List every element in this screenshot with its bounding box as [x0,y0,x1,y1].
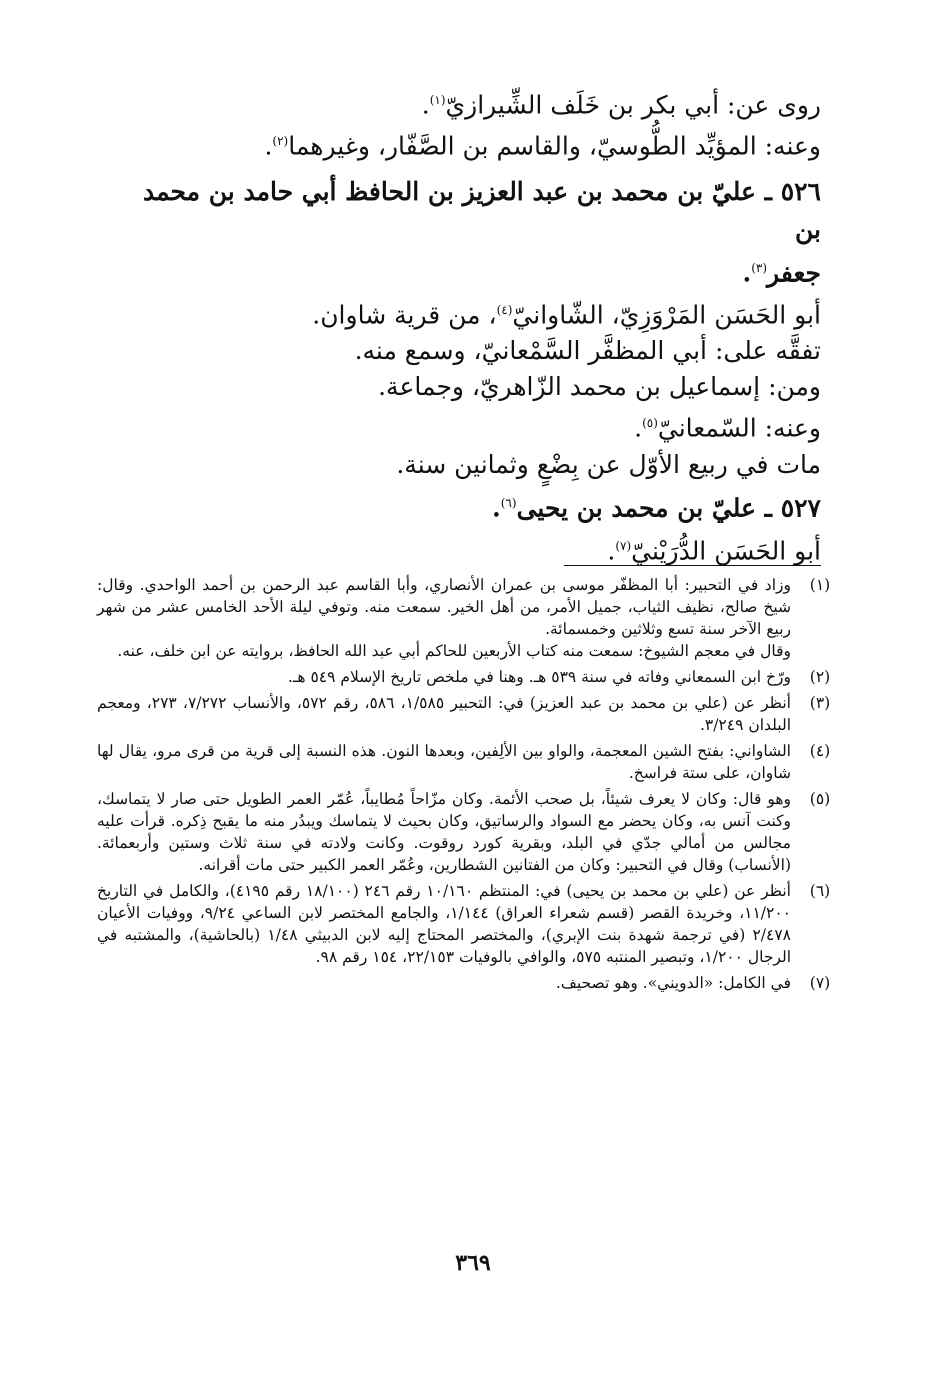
footnote-number: (١) [809,576,831,594]
footnote-body [97,666,791,688]
line-tail: ، من قرية شاوان. [312,300,497,330]
entry-heading-line [109,249,821,292]
footnote-paragraph: ورّخ ابن السمعاني وفاته في سنة ٥٣٩ هـ. وهنا في ملخص تاريخ الإسلام ٥٤٩ هـ. [287,668,791,686]
line-text: أبو الحَسَن المَرْوَزِيّ، الشّاوانيّ [512,300,821,330]
line-text: أبو الحَسَن الدُّرَيْنيّ [631,536,821,566]
text-line [109,333,821,369]
text-line [109,528,821,569]
footnote-number: (٢) [809,668,831,686]
entry-heading-527 [109,483,821,528]
entry-heading-line: ٥٢٦ ـ عليّ بن محمد بن عبد العزيز بن الحافظ أبي حامد بن محمد بن [142,176,821,244]
main-text [109,82,821,569]
footnote [97,880,849,968]
footnote [97,788,849,876]
text-line [109,292,821,333]
line-tail: . [607,536,616,566]
entry-heading-text: ٥٢٧ ـ عليّ بن محمد بن يحيى [516,492,821,522]
line-tail: . [634,413,643,443]
text-line [109,369,821,405]
footnotes [97,574,849,998]
footnote-number: (٤) [809,742,831,760]
line-text: روى عن: أبي بكر بن خَلَف الشِّيرازيّ [445,90,821,120]
footnote-ref: (٥) [642,416,658,431]
footnote-ref: (٧) [615,538,632,553]
footnote-ref: (١) [429,93,446,107]
footnote-number: (٦) [809,882,831,900]
line-text: ومن: إسماعيل بن محمد الزّاهريّ، وجماعة. [378,372,821,402]
line-text: وعنه: السّمعانيّ [657,413,821,443]
page-number: ٣٦٩ [455,1250,491,1276]
footnote-separator [564,565,821,566]
footnote-ref: (٦) [500,495,517,510]
footnote-paragraph: أنظر عن (علي بن محمد بن عبد العزيز) في: التحبير ١/٥٨٥، ٥٨٦، رقم ٥٧٢، والأنساب ٧/٢٧٢، ٢٧٣، ومعجم البلدان ٣/٢٤٩. [97,694,791,734]
line-text: مات في ربيع الأوّل عن بِضْعٍ وثمانين سنة. [396,449,821,479]
footnote [97,574,849,662]
line-text: وعنه: المؤيِّد الطُّوسيّ، والقاسم بن الصَّفّار، وغيرهما [288,131,821,161]
footnote-ref: (٣) [751,260,768,275]
footnote [97,692,849,736]
text-line [109,447,821,483]
footnote-number: (٣) [809,694,831,712]
footnote-body [97,692,791,736]
line-tail: . [742,257,752,287]
footnote-ref: (٢) [272,134,289,149]
footnote-body [97,972,791,994]
text-line [109,82,821,123]
footnote-paragraph: في الكامل: «الدويني». وهو تصحيف. [555,974,791,992]
line-text: تفقَّه على: أبي المظفَّر السَّمْعانيّ، وسمع منه. [354,336,821,366]
footnote-body [97,880,791,968]
entry-heading-text: جعفر [767,257,821,287]
footnote-paragraph: الشاواني: بفتح الشين المعجمة، والواو بين الألِفين، وبعدها النون. هذه النسبة إلى قرية من قرى مرو، يقال لها شاوان، على ستة فراسخ. [97,742,791,782]
footnote-number: (٧) [809,974,831,992]
footnote [97,666,849,688]
footnote-paragraph: وهو قال: وكان لا يعرف شيئاً، بل صحب الأئمة. وكان مزّاحاً مُطايباً، عُمّر العمر الطويل حتى صار لا يتماسك، وكنت آنس به، وكان يحضر مع السواد والرساتيق، وكان بحيث لا يتماسك ويبدُر منه ما يقبح ذِكره. قرأت عليه مجالس من أمالي جدّي في البلد، وبقرية كورد روقوت. وكانت ولادته في سنة ثلاث وستين وأربعمائة. (الأنساب) وقال في التحبير: وكان من الفتانين الشطارين، وعُمّر العمر الكبير حتى مات أقرانه. [97,790,791,874]
footnote [97,972,849,994]
footnote-body [97,574,791,662]
text-line [109,123,821,164]
footnote-ref: (٤) [496,302,513,317]
footnote-paragraph: أنظر عن (علي بن محمد بن يحيى) في: المنتظم ١٠/١٦٠ رقم ٢٤٦ (١٨/١٠٠ رقم ٤١٩٥)، والكامل في التاريخ ١١/٢٠٠، وخريدة القصر (قسم شعراء العراق) ١/١٤٤، والجامع المختصر لابن الساعي ٩/٢٤، ووفيات الأعيان ٢/٤٧٨ (في ترجمة شهدة بنت الإبري)، والمختصر المحتاج إليه لابن الدبيثي ١/٤٨ (بالحاشية)، والمشتبه في الرجال ١/٢٠٠، وتبصير المنتبه ٥٧٥، والوافي بالوفيات ٢٢/١٥٣، ١٥٤ رقم ٩٨. [97,882,791,966]
footnote-body [97,788,791,876]
entry-heading-526 [109,173,821,292]
footnote-body [97,740,791,784]
line-tail: . [421,90,430,120]
line-tail: . [492,492,501,522]
text-line [109,405,821,446]
footnote-number: (٥) [809,790,831,808]
footnote [97,740,849,784]
line-tail: . [264,131,273,161]
footnote-paragraph: وقال في معجم الشيوخ: سمعت منه كتاب الأربعين للحاكم أبي عبد الله الحافظ، بروايته عن ابن خلف، عنه. [117,642,791,660]
footnote-paragraph: وزاد في التحبير: أبا المظفّر موسى بن عمران الأنصاري، وأبا القاسم عبد الرحمن بن أحمد الواحدي. وقال: شيخ صالح، نظيف الثياب، جميل الأمر، من أهل الخير. سمعت منه. وتوفي ليلة الأحد الخامس عشر من شهر ربيع الآخر سنة تسع وثلاثين وخمسمائة. [97,576,791,638]
